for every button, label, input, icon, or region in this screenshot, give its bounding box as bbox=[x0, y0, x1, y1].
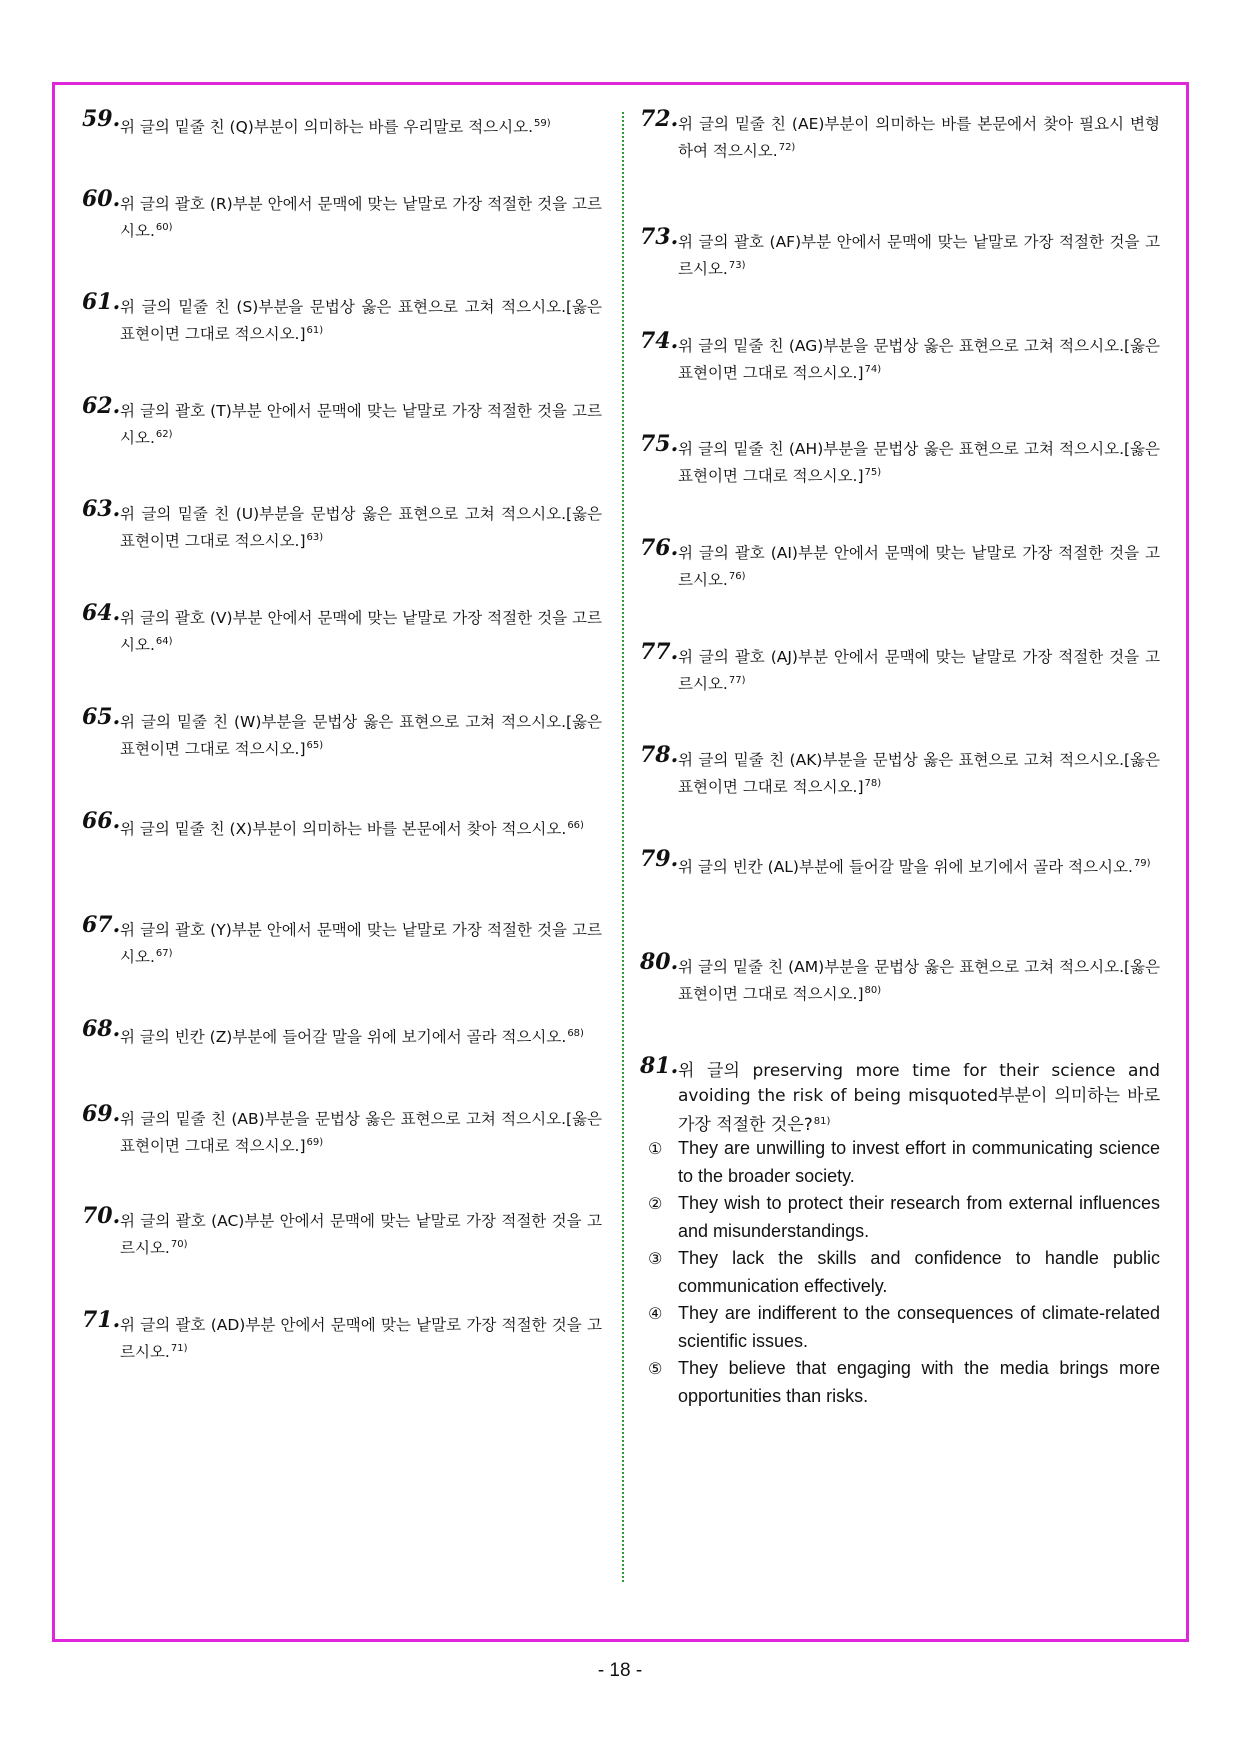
option-marker: ⑤ bbox=[648, 1359, 663, 1378]
question-78 bbox=[640, 742, 1160, 799]
question-text: 위 글의 밑줄 친 (W)부분을 문법상 옳은 표현으로 고쳐 적으시오.[옳은 표현이면 그대로 적으시오.] bbox=[120, 713, 602, 758]
question-80 bbox=[640, 949, 1160, 1006]
question-text: 위 글의 밑줄 친 (S)부분을 문법상 옳은 표현으로 고쳐 적으시오.[옳은 표현이면 그대로 적으시오.] bbox=[120, 298, 602, 343]
question-text: 위 글의 밑줄 친 (AH)부분을 문법상 옳은 표현으로 고쳐 적으시오.[옳은 표현이면 그대로 적으시오.] bbox=[678, 440, 1160, 485]
question-79 bbox=[640, 846, 1160, 879]
question-number: 81. bbox=[640, 1053, 679, 1079]
question-number: 64. bbox=[82, 600, 121, 626]
footnote-ref: 75) bbox=[864, 467, 882, 478]
question-69 bbox=[82, 1101, 602, 1158]
question-62 bbox=[82, 393, 602, 450]
question-text: 위 글의 밑줄 친 (X)부분이 의미하는 바를 본문에서 찾아 적으시오. bbox=[120, 820, 567, 838]
option-5[interactable] bbox=[640, 1355, 1160, 1410]
question-76 bbox=[640, 535, 1160, 592]
question-text: 위 글의 괄호 (AF)부분 안에서 문맥에 맞는 낱말로 가장 적절한 것을 고르시오. bbox=[678, 233, 1160, 278]
q81-options bbox=[640, 1135, 1160, 1410]
question-text: 위 글의 밑줄 친 (AE)부분이 의미하는 바를 본문에서 찾아 필요시 변형하여 적으시오. bbox=[678, 115, 1160, 160]
question-65 bbox=[82, 704, 602, 761]
question-75 bbox=[640, 431, 1160, 488]
question-number: 61. bbox=[82, 289, 121, 315]
question-60 bbox=[82, 186, 602, 243]
question-number: 67. bbox=[82, 912, 121, 938]
page-number: - 18 - bbox=[597, 1660, 643, 1681]
question-text: 위 글의 밑줄 친 (U)부분을 문법상 옳은 표현으로 고쳐 적으시오.[옳은 표현이면 그대로 적으시오.] bbox=[120, 505, 602, 550]
question-text: 위 글의 괄호 (Y)부분 안에서 문맥에 맞는 낱말로 가장 적절한 것을 고르시오. bbox=[120, 921, 602, 966]
question-number: 70. bbox=[82, 1203, 121, 1229]
question-66 bbox=[82, 808, 602, 841]
question-59 bbox=[82, 106, 602, 139]
footnote-ref: 66) bbox=[567, 820, 584, 831]
question-72 bbox=[640, 106, 1160, 163]
question-text: 위 글의 괄호 (R)부분 안에서 문맥에 맞는 낱말로 가장 적절한 것을 고르시오. bbox=[120, 195, 602, 240]
question-text: 위 글의 괄호 (AJ)부분 안에서 문맥에 맞는 낱말로 가장 적절한 것을 고르시오. bbox=[678, 648, 1160, 693]
question-number: 80. bbox=[640, 949, 679, 975]
option-2[interactable] bbox=[640, 1190, 1160, 1245]
footnote-ref: 80) bbox=[864, 985, 882, 996]
footnote-ref: 63) bbox=[306, 532, 324, 543]
question-text: 위 글의 밑줄 친 (AM)부분을 문법상 옳은 표현으로 고쳐 적으시오.[옳은 표현이면 그대로 적으시오.] bbox=[678, 958, 1160, 1003]
footnote-ref: 62) bbox=[155, 429, 173, 440]
option-text: They are unwilling to invest effort in communicating science to the broader society. bbox=[678, 1138, 1160, 1186]
question-77 bbox=[640, 639, 1160, 696]
option-text: They are indifferent to the consequences of climate-related scientific issues. bbox=[678, 1303, 1160, 1351]
footnote-ref: 74) bbox=[864, 364, 882, 375]
footnote-ref: 68) bbox=[567, 1028, 584, 1039]
question-number: 73. bbox=[640, 224, 679, 250]
question-number: 75. bbox=[640, 431, 679, 457]
footnote-ref: 61) bbox=[306, 325, 324, 336]
option-marker: ② bbox=[648, 1194, 663, 1213]
question-number: 77. bbox=[640, 639, 679, 665]
footnote-ref: 81) bbox=[813, 1116, 831, 1127]
question-number: 59. bbox=[82, 106, 121, 132]
question-64 bbox=[82, 600, 602, 657]
footnote-ref: 67) bbox=[155, 948, 173, 959]
question-text: 위 글의 밑줄 친 (AB)부분을 문법상 옳은 표현으로 고쳐 적으시오.[옳은 표현이면 그대로 적으시오.] bbox=[120, 1110, 602, 1155]
question-63 bbox=[82, 496, 602, 553]
question-number: 66. bbox=[82, 808, 121, 834]
question-number: 60. bbox=[82, 186, 121, 212]
question-61 bbox=[82, 289, 602, 346]
option-text: They believe that engaging with the media brings more opportunities than risks. bbox=[678, 1358, 1160, 1406]
column-divider bbox=[622, 112, 624, 1582]
question-81 bbox=[640, 1053, 1160, 1138]
question-71 bbox=[82, 1307, 602, 1364]
question-number: 76. bbox=[640, 535, 679, 561]
option-4[interactable] bbox=[640, 1300, 1160, 1355]
footnote-ref: 79) bbox=[1133, 858, 1151, 869]
question-number: 74. bbox=[640, 328, 679, 354]
question-70 bbox=[82, 1203, 602, 1260]
question-74 bbox=[640, 328, 1160, 385]
question-text: 위 글의 빈칸 (AL)부분에 들어갈 말을 위에 보기에서 골라 적으시오. bbox=[678, 858, 1133, 876]
question-68 bbox=[82, 1016, 602, 1049]
option-marker: ① bbox=[648, 1139, 663, 1158]
option-marker: ③ bbox=[648, 1249, 663, 1268]
question-67 bbox=[82, 912, 602, 969]
footnote-ref: 72) bbox=[778, 142, 796, 153]
question-number: 71. bbox=[82, 1307, 121, 1333]
question-text: 위 글의 밑줄 친 (Q)부분이 의미하는 바를 우리말로 적으시오. bbox=[120, 118, 534, 136]
question-text: 위 글의 밑줄 친 (AG)부분을 문법상 옳은 표현으로 고쳐 적으시오.[옳은 표현이면 그대로 적으시오.] bbox=[678, 337, 1160, 382]
footnote-ref: 59) bbox=[534, 118, 551, 129]
question-text: 위 글의 괄호 (AI)부분 안에서 문맥에 맞는 낱말로 가장 적절한 것을 고르시오. bbox=[678, 544, 1160, 589]
question-number: 65. bbox=[82, 704, 121, 730]
question-text: 위 글의 밑줄 친 (AK)부분을 문법상 옳은 표현으로 고쳐 적으시오.[옳은 표현이면 그대로 적으시오.] bbox=[678, 751, 1160, 796]
question-text: 위 글의 빈칸 (Z)부분에 들어갈 말을 위에 보기에서 골라 적으시오. bbox=[120, 1028, 567, 1046]
question-text: 위 글의 괄호 (AC)부분 안에서 문맥에 맞는 낱말로 가장 적절한 것을 고르시오. bbox=[120, 1212, 602, 1257]
question-number: 69. bbox=[82, 1101, 121, 1127]
option-3[interactable] bbox=[640, 1245, 1160, 1300]
question-number: 72. bbox=[640, 106, 679, 132]
question-number: 68. bbox=[82, 1016, 121, 1042]
question-number: 63. bbox=[82, 496, 121, 522]
option-text: They lack the skills and confidence to handle public communication effectively. bbox=[678, 1248, 1160, 1296]
question-text: 위 글의 괄호 (V)부분 안에서 문맥에 맞는 낱말로 가장 적절한 것을 고르시오. bbox=[120, 609, 602, 654]
footnote-ref: 69) bbox=[306, 1137, 324, 1148]
footnote-ref: 65) bbox=[306, 740, 324, 751]
footnote-ref: 70) bbox=[170, 1239, 188, 1250]
footnote-ref: 60) bbox=[155, 222, 173, 233]
footnote-ref: 64) bbox=[155, 636, 173, 647]
option-marker: ④ bbox=[648, 1304, 663, 1323]
footnote-ref: 78) bbox=[864, 778, 882, 789]
option-1[interactable] bbox=[640, 1135, 1160, 1190]
question-number: 79. bbox=[640, 846, 679, 872]
question-text: 위 글의 괄호 (AD)부분 안에서 문맥에 맞는 낱말로 가장 적절한 것을 고르시오. bbox=[120, 1316, 602, 1361]
question-number: 62. bbox=[82, 393, 121, 419]
footnote-ref: 76) bbox=[728, 571, 746, 582]
footnote-ref: 77) bbox=[728, 675, 746, 686]
footnote-ref: 73) bbox=[728, 260, 746, 271]
question-text: 위 글의 괄호 (T)부분 안에서 문맥에 맞는 낱말로 가장 적절한 것을 고르시오. bbox=[120, 402, 602, 447]
question-number: 78. bbox=[640, 742, 679, 768]
question-73 bbox=[640, 224, 1160, 281]
footnote-ref: 71) bbox=[170, 1343, 188, 1354]
option-text: They wish to protect their research from external influences and misunderstandings. bbox=[678, 1193, 1160, 1241]
question-text: 위 글의 preserving more time for their science and avoiding the risk of being misquoted부분이 의미하는 바로 가장 적절한 것은? bbox=[678, 1061, 1160, 1135]
